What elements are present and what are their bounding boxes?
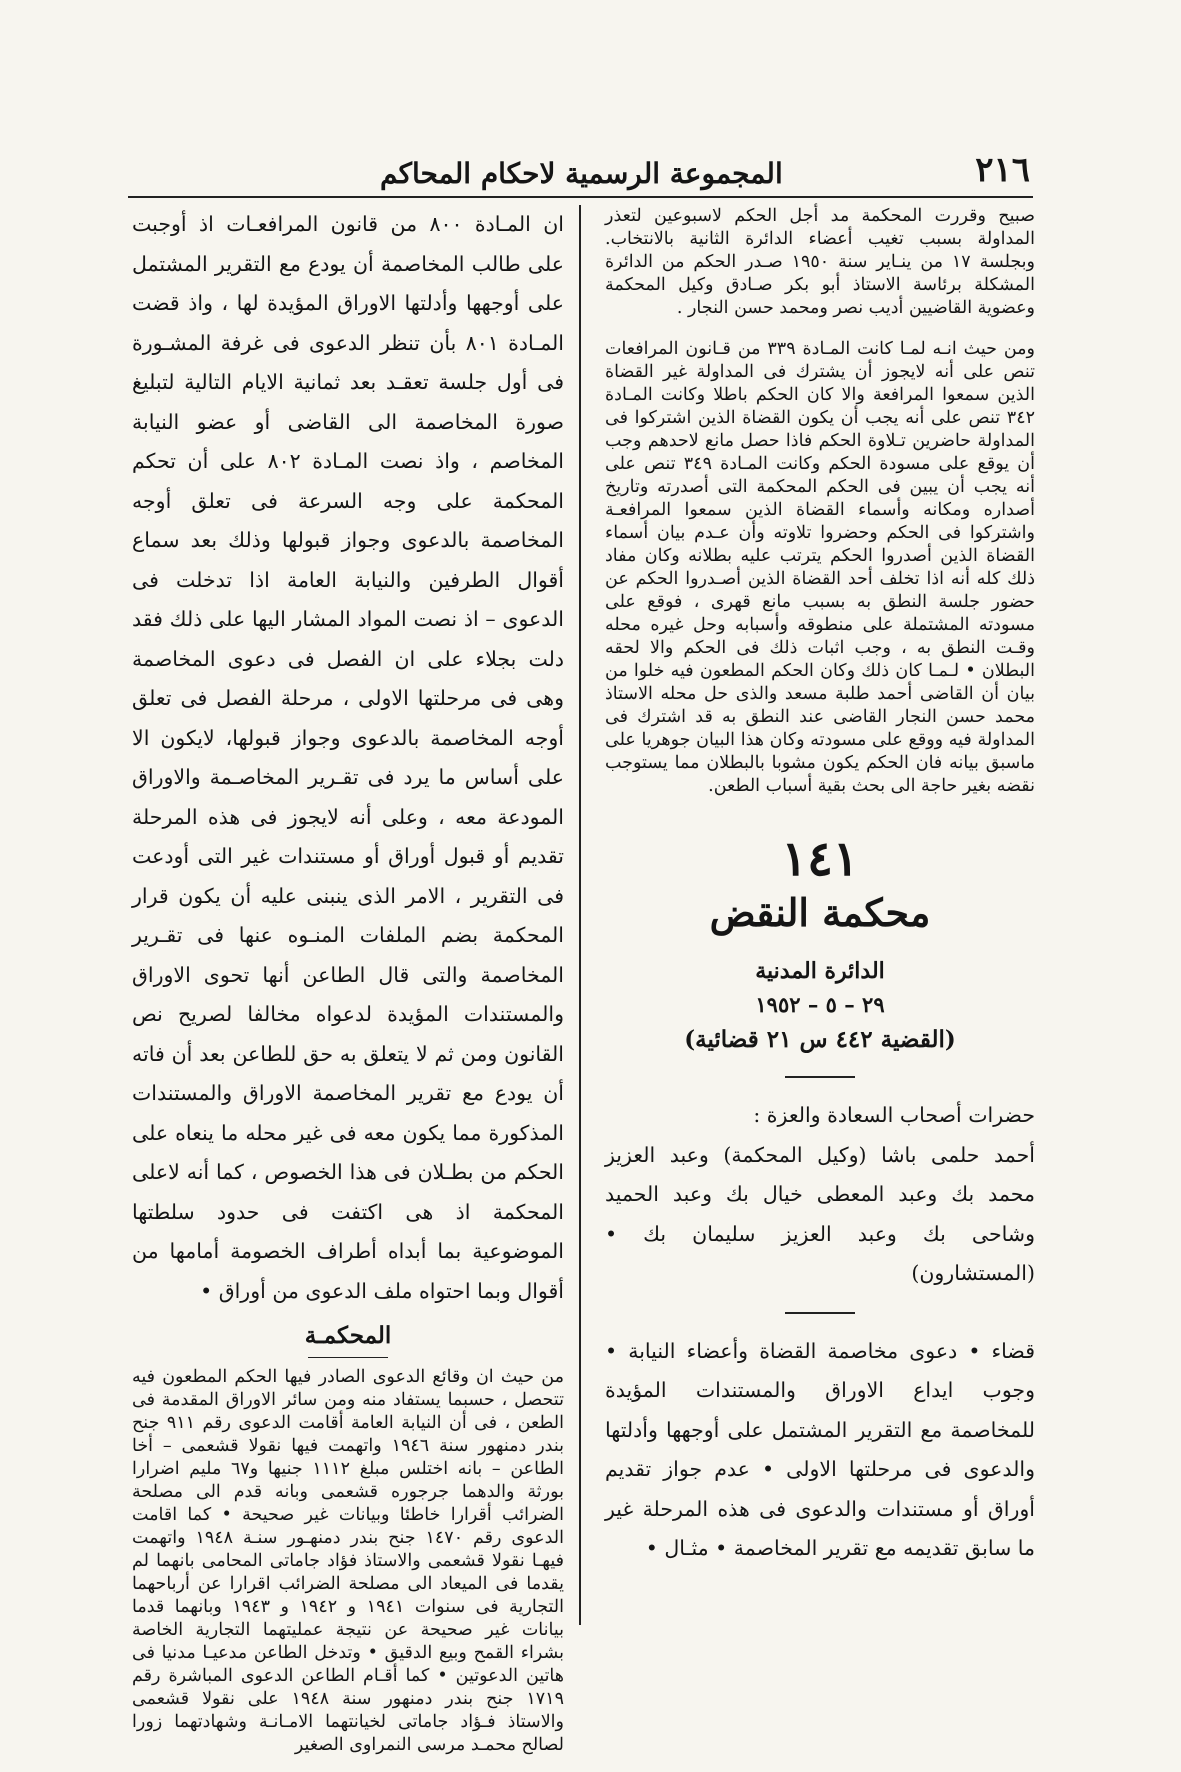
page-header [130, 142, 1030, 190]
facts-paragraph: من حيث ان وقائع الدعوى الصادر فيها الحكم المطعون فيه تتحصل ، حسبما يستفاد منه ومن سائر الاوراق المقدمة فى الطعن ، فى أن النيابة العامة أقامت الدعوى رقم ٩١١ جنح بندر دمنهور سنة ١٩٤٦ واتهمت فيها نقولا قشعمى – أخا الطاعن – بانه اختلس مبلغ ١١١٢ جنيها و٦٧ مليم اضرارا بورثة والدهما جرجوره قشعمى وبانه قدم الى مصلحة الضرائب أقرارا خاطئا وبيانات غير صحيحة • كما اقامت الدعوى رقم ١٤٧٠ جنح بندر دمنهـور سنـة ١٩٤٨ واتهمت فيهـا نقولا قشعمى والاستاذ فؤاد جاماتى المحامى بانهما لم يقدما فى الميعاد الى مصلحة الضرائب اقرارا عن أرباحهما التجارية فى سنوات ١٩٤١ و ١٩٤٢ و ١٩٤٣ وبانهما قدما بيانات غير صحيحة عن نتيجة عمليتهما التجارية الخاصة بشراء القمح وبيع الدقيق • وتدخل الطاعن مدعيـا مدنيا فى هاتين الدعوتين • كما أقـام الطاعن الدعوى المباشرة رقم ١٧١٩ جنح بندر دمنهور سنة ١٩٤٨ على نقولا قشعمى والاستاذ فـؤاد جاماتى لخيانتهما الامـانـة وشهادتهما زورا لصالح محمـد مرسى النمراوى الصغير [132, 1367, 565, 1755]
section-rule [785, 1076, 855, 1078]
case-number: ١٤١ [781, 831, 859, 887]
salutation: حضرات أصحاب السعادة والعزة : [753, 1103, 1035, 1127]
continuation-paragraph: صبيح وقررت المحكمة مد أجل الحكم لاسبوعين لتعذر المداولة بسبب تغيب أعضاء الدائرة الثانية بالانتخاب. وبجلسة ١٧ من ينـاير سنة ١٩٥٠ صـدر الحكم من الدائرة المشكلة برئاسة الاستاذ أبو بكر صـادق وكيل المحكمة وعضوية القاضيين أديب نصر ومحمد حسن النجار . [605, 206, 1035, 318]
heading-underline [308, 1357, 388, 1358]
reasoning-paragraph: ومن حيث انـه لمـا كانت المـادة ٣٣٩ من قـانون المرافعات تنص على أنه لايجوز أن يشترك فى المداولة غير القضاة الذين سمعوا المرافعة والا كان الحكم باطلا وكانت المـادة ٣٤٢ تنص على أنه يجب أن يكون القضاة الذين اشتركوا فى المداولة حاضرين تـلاوة الحكم فاذا حصل مانع لاحدهم وجب أن يوقع على مسودة الحكم وكانت المـادة ٣٤٩ تنص على أنه يجب أن يبين فى الحكم المحكمة التى أصدرته وتاريخ أصداره ومكانه وأسماء القضاة الذين سمعوا المرافعـة واشتركوا فى الحكم وحضروا تلاوته وأن عـدم بيان أسماء القضاة الذين أصدروا الحكم يترتب عليه بطلانه وكان مفاد ذلك كله أنه اذا تخلف أحد القضاة الذين أصـدروا الحكم عن حضور جلسة النطق به بسبب مانع قهرى ، فوقع على مسودته المشتملة على منطوقه وأسبابه وحل غيره محله وقـت النطق به ، وجب اثبات ذلك فى الحكم والا لحقه البطلان • لـمـا كان ذلك وكان الحكم المطعون فيه خلوا من بيان أن القاضى أحمد طلبة مسعد والذى حل محله الاستاذ محمد حسن النجار القاضى عند النطق به قد اشترك فى المداولة فيه ووقع على مسودته وكان هذا البيان جوهريا على ماسبق بيانه فان الحكم يكون مشوبا بالبطلان مما يستوجب نقضه بغير حاجة الى بحث بقية أسباب الطعن. [605, 339, 1035, 796]
paragraph-gap [605, 320, 1035, 338]
left-column [132, 205, 564, 1757]
summary-paragraph: قضاء • دعوى مخاصمة القضاة وأعضاء النيابة • وجوب ايداع الاوراق والمستندات المؤيدة للمخاصمة مع التقرير المشتمل على أوجهها وأدلتها والدعوى فى مرحلتها الاولى • عدم جواز تقديم أوراق أو مستندات والدعوى فى هذه المرحلة غير ما سابق تقديمه مع تقرير المخاصمة • مثـال • [605, 1338, 1035, 1560]
running-title: المجموعة الرسمية لاحكام المحاكم [380, 157, 783, 190]
judgment-date: ٢٩ – ٥ – ١٩٥٢ [755, 992, 885, 1017]
judges-list: أحمد حلمى باشا (وكيل المحكمة) وعبد العزيز محمد بك وعبد المعطى خيال بك وعبد الحميد وشاحى بك وعبد العزيز سليمان بك • (المستشارون) [605, 1142, 1035, 1285]
principle-paragraph: ان المـادة ٨٠٠ من قانون المرافعـات اذ أوجبت على طالب المخاصمة أن يودع مع التقرير المشتمل على أوجهها وأدلتها الاوراق المؤيدة لها ، واذ قضت المـادة ٨٠١ بأن تنظر الدعوى فى غرفة المشـورة فى أول جلسة تعقـد بعد ثمانية الايام التالية لتبليغ صورة المخاصمة الى القاضى أو عضو النيابة المخاصم ، واذ نصت المـادة ٨٠٢ على أن تحكم المحكمة على وجه السرعة فى تعلق أوجه المخاصمة بالدعوى وجواز قبولها وذلك بعد سماع أقوال الطرفين والنيابة العامة اذا تدخلت فى الدعوى – اذ نصت المواد المشار اليها على ذلك فقد دلت بجلاء على ان الفصل فى دعوى المخاصمة وهى فى مرحلتها الاولى ، مرحلة الفصل فى تعلق أوجه المخاصمة بالدعوى وجواز قبولها، لايكون الا على أساس ما يرد فى تقـرير المخاصـمة والاوراق المودعة معه ، وعلى أنه لايجوز فى هذه المرحلة تقديم أو قبول أوراق أو مستندات غير التى أودعت فى التقرير ، الامر الذى ينبنى عليه أن يكون قرار المحكمة بضم الملفات المنـوه عنها فى تقـرير المخاصمة والتى قال الطاعن أنها تحوى الاوراق والمستندات المؤيدة لدعواه مخالفا لصريح نص القانون ومن ثم لا يتعلق به حق للطاعن بعد أن فاته أن يودع مع تقرير المخاصمة الاوراق والمستندات المذكورة مما يكون معه فى غير محله ما ينعاه على الحكم من بطـلان فى هذا الخصوص ، كما أنه لاعلى المحكمة اذ هى اكتفت فى حدود سلطتها الموضوعية بما أبداه أطراف الخصومة أمامها من أقوال وبما احتواه ملف الدعوى من أوراق • [132, 212, 564, 1303]
section-rule-2 [785, 1312, 855, 1314]
court-name: محكمة النقض [709, 890, 931, 935]
page-number: ٢١٦ [975, 150, 1030, 190]
right-column [605, 205, 1035, 1569]
header-rule [128, 196, 1033, 198]
chamber-name: الدائرة المدنية [755, 958, 885, 984]
court-heading: المحكمـة [304, 1322, 392, 1349]
column-divider [579, 205, 581, 1625]
case-reference: (القضية ٤٤٢ س ٢١ قضائية) [684, 1026, 956, 1053]
